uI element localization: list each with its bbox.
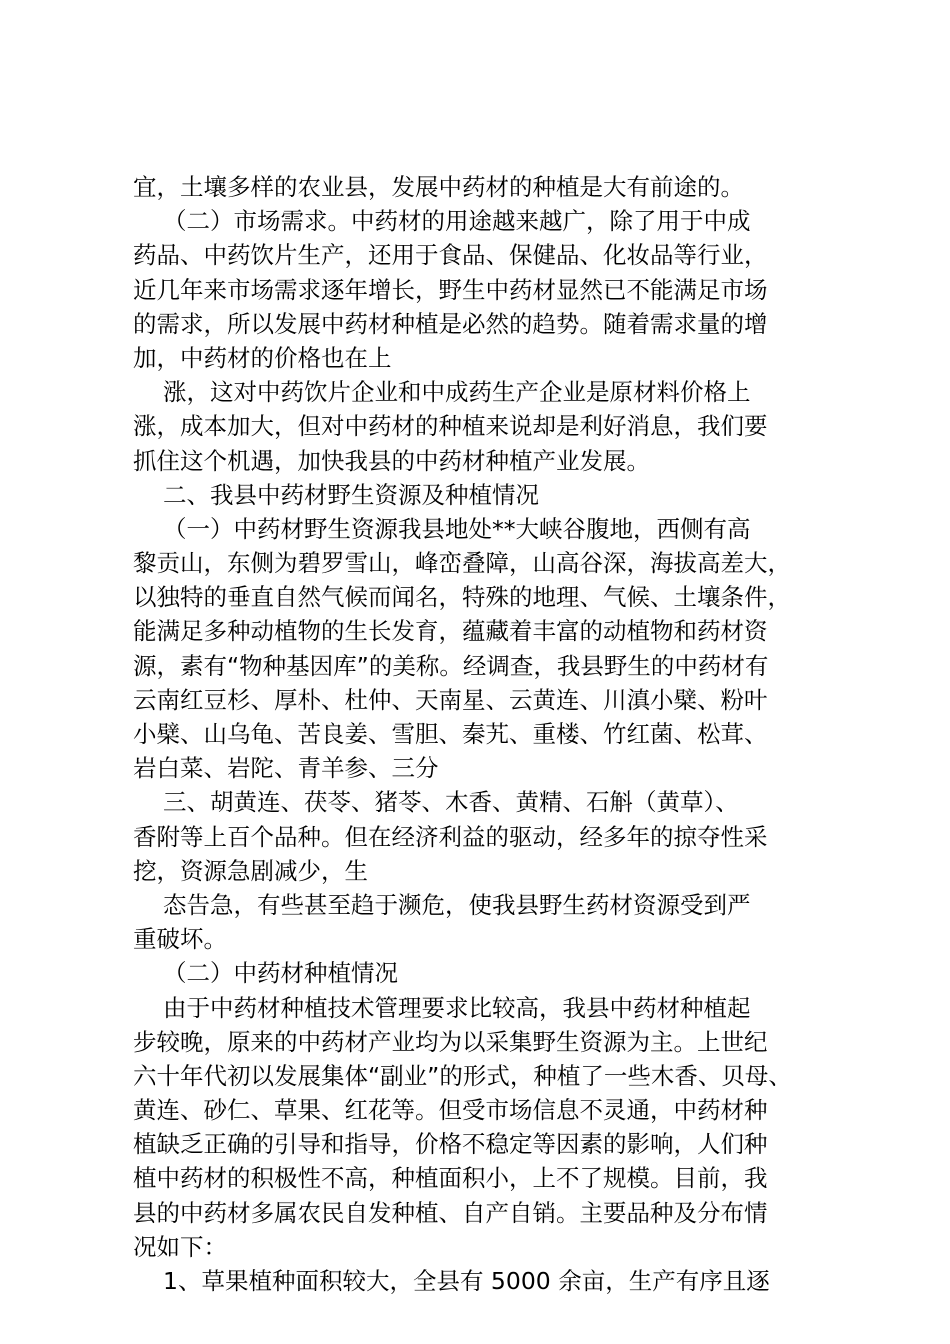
text-line: 近几年来市场需求逐年增长，野生中药材显然已不能满足市场: [133, 275, 768, 304]
text-line: 二、我县中药材野生资源及种植情况: [163, 480, 539, 509]
text-line: （二）市场需求。中药材的用途越来越广，除了用于中成: [163, 207, 751, 236]
text-line: 黎贡山，东侧为碧罗雪山，峰峦叠障，山高谷深，海拔高差大，: [133, 549, 791, 578]
text-line: 以独特的垂直自然气候而闻名，特殊的地理、气候、土壤条件，: [133, 583, 791, 612]
text-line: 香附等上百个品种。但在经济利益的驱动，经多年的掠夺性采: [133, 822, 768, 851]
text-line: （一）中药材野生资源我县地处**大峡谷腹地，西侧有高: [163, 514, 751, 543]
text-line: 抓住这个机遇，加快我县的中药材种植产业发展。: [133, 446, 650, 475]
text-line: 小檗、山乌龟、苦良姜、雪胆、秦艽、重楼、竹红菌、松茸、: [133, 720, 768, 748]
text-line: 涨，这对中药饮片企业和中成药生产企业是原材料价格上: [163, 378, 751, 407]
text-line: 植缺乏正确的引导和指导，价格不稳定等因素的影响，人们种: [133, 1130, 768, 1159]
text-line: 涨，成本加大，但对中药材的种植来说却是利好消息，我们要: [133, 412, 768, 441]
text-line: 加，中药材的价格也在上: [133, 343, 392, 372]
text-line: 黄连、砂仁、草果、红花等。但受市场信息不灵通，中药材种: [133, 1096, 768, 1125]
text-line: （二）中药材种植情况: [163, 959, 398, 988]
text-line: 三、胡黄连、茯苓、猪苓、木香、黄精、石斛（黄草）、: [163, 788, 739, 817]
text-line: 县的中药材多属农民自发种植、自产自销。主要品种及分布情: [133, 1198, 768, 1227]
text-line: 重破坏。: [133, 925, 227, 954]
text-line: 1、草果植种面积较大，全县有 5000 余亩，生产有序且逐: [163, 1267, 770, 1295]
text-line: 六十年代初以发展集体“副业”的形式，种植了一些木香、贝母、: [133, 1061, 792, 1090]
text-line: 源，素有“物种基因库”的美称。经调查，我县野生的中药材有: [133, 651, 769, 680]
text-line: 植中药材的积极性不高，种植面积小，上不了规模。目前，我: [133, 1164, 768, 1193]
document-body: [133, 170, 853, 1298]
text-line: 宜，土壤多样的农业县，发展中药材的种植是大有前途的。: [133, 173, 744, 201]
text-line: 的需求，所以发展中药材种植是必然的趋势。随着需求量的增: [133, 309, 768, 338]
text-line: 药品、中药饮片生产，还用于食品、保健品、化妆品等行业，: [133, 241, 768, 270]
text-line: 步较晚，原来的中药材产业均为以采集野生资源为主。上世纪: [133, 1027, 768, 1056]
text-line: 云南红豆杉、厚朴、杜仲、天南星、云黄连、川滇小檗、粉叶: [133, 685, 768, 714]
text-line: 况如下：: [133, 1232, 227, 1261]
text-line: 能满足多种动植物的生长发育，蕴藏着丰富的动植物和药材资: [133, 617, 768, 646]
text-line: 挖，资源急剧减少，生: [133, 856, 368, 885]
text-line: 岩白菜、岩陀、青羊参、三分: [133, 754, 439, 783]
text-line: 态告急，有些甚至趋于濒危，使我县野生药材资源受到严: [163, 890, 751, 919]
text-line: 由于中药材种植技术管理要求比较高，我县中药材种植起: [163, 993, 751, 1022]
